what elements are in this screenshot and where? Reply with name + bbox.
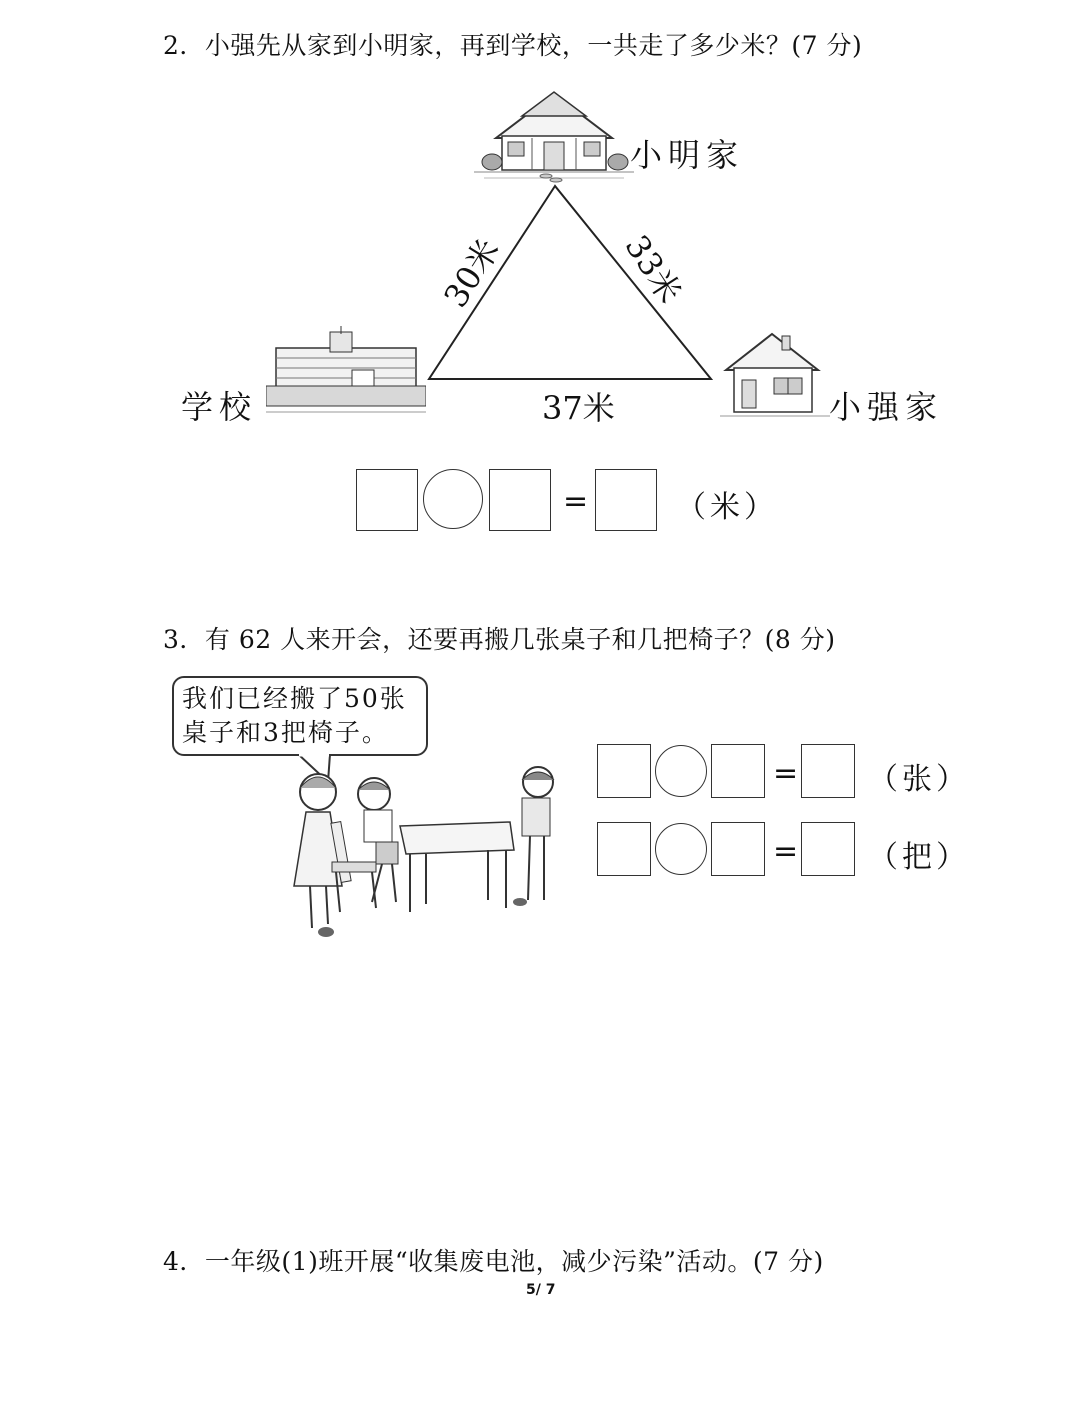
label-school: 学校 [181,388,258,426]
answer-box-2[interactable] [489,469,551,531]
question-4-text: 4．一年级(1)班开展“收集废电池，减少污染”活动。(7 分) [163,1247,824,1276]
question-3-text: 3．有 62 人来开会，还要再搬几张桌子和几把椅子？(8 分) [163,625,836,654]
unit-tables: （张） [868,762,970,797]
chairs-box-1[interactable] [597,822,651,876]
answer-box-result[interactable] [595,469,657,531]
unit-chairs: （把） [868,840,970,875]
answer-box-1[interactable] [356,469,418,531]
page-number: 5/ 7 [526,1282,556,1298]
distance-left-label: 30米 [436,232,508,314]
unit-meters: （米） [676,490,778,525]
label-xiaoqiang-home: 小强家 [829,388,944,426]
tables-box-1[interactable] [597,744,651,798]
tables-box-result[interactable] [801,744,855,798]
chairs-equals-sign: = [773,834,799,869]
distance-right-label: 33米 [617,228,690,310]
speech-line-1: 我们已经搬了50张 [182,684,407,713]
xiaoming-house-illustration [474,88,634,184]
chairs-operator-circle[interactable] [655,823,707,875]
distance-bottom-label: 37米 [542,389,615,427]
tables-equals-sign: = [773,756,799,791]
children-moving-furniture-illustration [288,762,560,942]
xiaoqiang-house-illustration [720,328,830,424]
tables-box-2[interactable] [711,744,765,798]
tables-operator-circle[interactable] [655,745,707,797]
school-illustration [266,326,426,418]
chairs-box-2[interactable] [711,822,765,876]
equals-sign: = [563,484,589,519]
speech-bubble [172,676,428,756]
chairs-box-result[interactable] [801,822,855,876]
label-xiaoming-home: 小明家 [630,136,745,174]
operator-circle[interactable] [423,469,483,529]
speech-line-2: 桌子和3把椅子。 [182,718,389,747]
question-2-text: 2．小强先从家到小明家，再到学校，一共走了多少米？(7 分) [163,31,863,60]
